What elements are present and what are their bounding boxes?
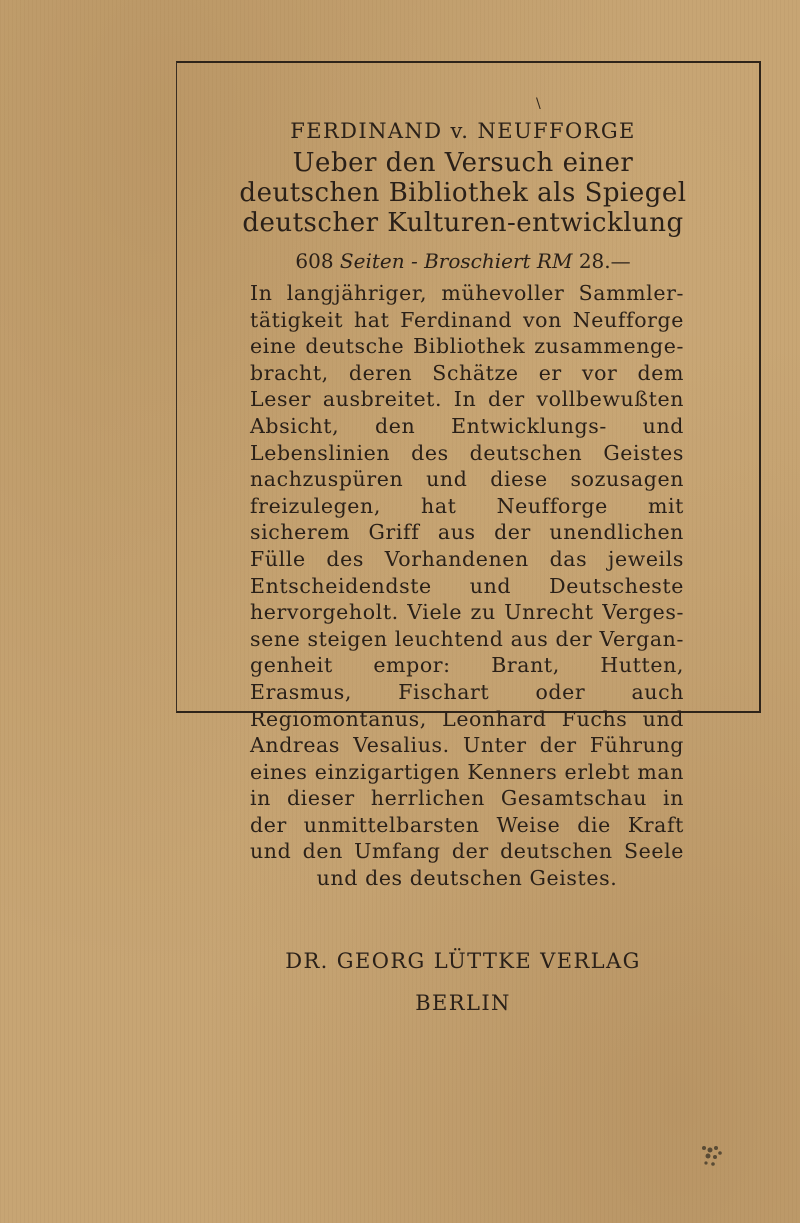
publisher-city: BERLIN [415,991,511,1015]
book-description: In langjähriger, mühevoller Sammler-tätigkeit hat Ferdinand von Neufforge eine deutsche Bibliothek zusammenge-bracht, deren Schätze er vor dem Leser ausbreitet. In der vollbewußten Absicht, den Entwicklungs- und Lebenslinien des deutschen Geistes nachzuspüren und diese sozusagen freizulegen, hat Neufforge mit sicherem Griff aus der unendlichen Fülle des Vorhandenen das jeweils Entscheidendste und Deutscheste hervorgeholt. Viele zu Unrecht Verges-sene steigen leuchtend aus der Vergan-genheit empor: Brant, Hutten, Erasmus, Fischart oder auch Regiomontanus, Leonhard Fuchs und Andreas Vesalius. Unter der Führung eines einzigartigen Kenners erlebt man in dieser herrlichen Gesamtschau in der unmittelbarsten Weise die Kraft und den Umfang der deutschen Seele und des deutschen Geistes. [250,281,684,891]
page-count: 608 [295,249,334,273]
publisher-block [228,940,698,1024]
author-name: FERDINAND v. NEUFFORGE [290,119,636,143]
ink-mark: \ [536,96,541,112]
advertisement-body [228,118,698,892]
book-title: Ueber den Versuch einer deutschen Bibliothek als Spiegel deutscher Kulturen-entwicklung [239,148,687,238]
library-stamp-icon [696,1142,730,1170]
publisher-name: DR. GEORG LÜTTKE VERLAG [285,949,641,973]
price: 28.— [578,249,631,273]
book-meta [228,248,698,274]
binding-info: Seiten - Broschiert RM [339,249,573,273]
